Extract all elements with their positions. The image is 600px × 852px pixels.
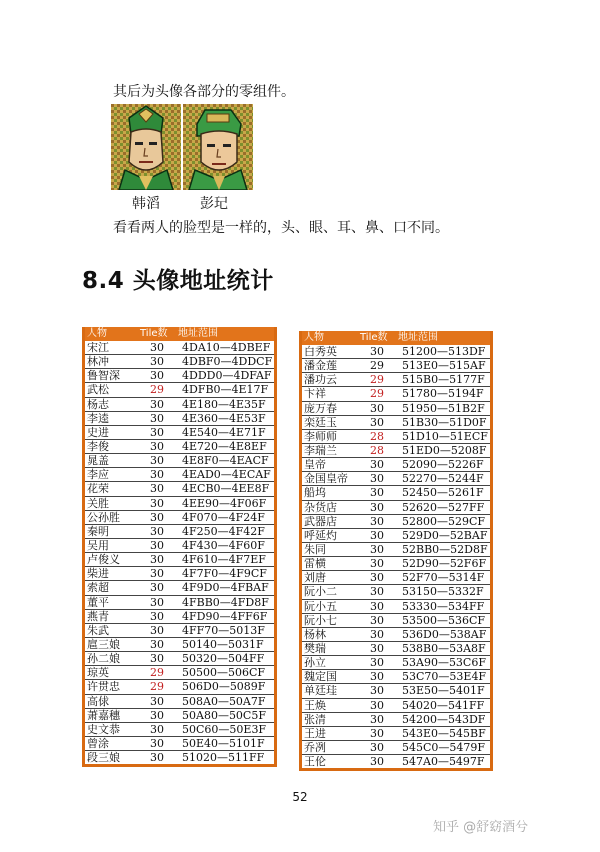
table-row xyxy=(84,538,276,552)
character-name: 李逵 xyxy=(84,411,139,425)
character-name: 船坞 xyxy=(301,486,359,500)
character-name: 杂货店 xyxy=(301,500,359,514)
table-row xyxy=(301,458,492,472)
tile-count: 30 xyxy=(138,708,176,722)
address-range: 51020—511FF xyxy=(176,751,276,766)
character-name: 孙立 xyxy=(301,656,359,670)
address-range: 4FBB0—4FD8F xyxy=(176,595,276,609)
character-name: 高俅 xyxy=(84,694,139,708)
tile-count: 30 xyxy=(138,581,176,595)
character-name: 李俊 xyxy=(84,439,139,453)
character-name: 孙二娘 xyxy=(84,652,139,666)
address-table-left xyxy=(82,327,277,767)
address-range: 52270—5244F xyxy=(396,472,492,486)
address-range: 52800—529CF xyxy=(396,514,492,528)
table-header-row xyxy=(301,331,492,345)
table-row xyxy=(84,567,276,581)
tile-count: 30 xyxy=(358,656,396,670)
character-name: 白秀英 xyxy=(301,345,359,359)
tile-count: 30 xyxy=(358,571,396,585)
tile-count: 30 xyxy=(358,641,396,655)
tile-count: 30 xyxy=(358,557,396,571)
address-range: 545C0—5479F xyxy=(396,740,492,754)
character-name: 段三娘 xyxy=(84,751,139,766)
tile-count: 30 xyxy=(138,609,176,623)
table-row xyxy=(84,496,276,510)
table-row xyxy=(84,510,276,524)
table-row xyxy=(301,443,492,457)
address-range: 513E0—515AF xyxy=(396,359,492,373)
address-range: 536D0—538AF xyxy=(396,627,492,641)
tile-count: 30 xyxy=(138,411,176,425)
character-name: 琼英 xyxy=(84,666,139,680)
tile-count: 30 xyxy=(138,567,176,581)
portrait-han-tao xyxy=(111,104,181,190)
table-row xyxy=(301,585,492,599)
character-name: 柴进 xyxy=(84,567,139,581)
table-row xyxy=(84,708,276,722)
table-row xyxy=(301,486,492,500)
character-name: 刘唐 xyxy=(301,571,359,585)
address-range: 50C60—50E3F xyxy=(176,722,276,736)
tile-count: 30 xyxy=(138,425,176,439)
table-row xyxy=(84,623,276,637)
table-row xyxy=(301,670,492,684)
table-row xyxy=(84,751,276,766)
tile-count: 30 xyxy=(358,726,396,740)
tile-count: 30 xyxy=(138,454,176,468)
address-range: 4E540—4E71F xyxy=(176,425,276,439)
address-range: 547A0—5497F xyxy=(396,755,492,770)
table-row xyxy=(84,439,276,453)
tile-count: 29 xyxy=(358,387,396,401)
table-row xyxy=(84,411,276,425)
tile-count: 30 xyxy=(358,472,396,486)
character-name: 雷横 xyxy=(301,557,359,571)
address-range: 53500—536CF xyxy=(396,613,492,627)
address-range: 4F610—4F7EF xyxy=(176,553,276,567)
tile-count: 30 xyxy=(138,623,176,637)
table-row xyxy=(301,599,492,613)
tile-count: 30 xyxy=(138,341,176,355)
table-row xyxy=(84,666,276,680)
table-row xyxy=(301,557,492,571)
address-range: 53C70—53E4F xyxy=(396,670,492,684)
tile-count: 30 xyxy=(138,637,176,651)
table-row xyxy=(301,528,492,542)
character-name: 杨林 xyxy=(301,627,359,641)
tile-count: 30 xyxy=(138,722,176,736)
address-range: 4DDD0—4DFAF xyxy=(176,369,276,383)
address-range: 53A90—53C6F xyxy=(396,656,492,670)
tile-count: 30 xyxy=(138,468,176,482)
character-name: 李应 xyxy=(84,468,139,482)
character-name: 魏定国 xyxy=(301,670,359,684)
tile-count: 30 xyxy=(358,599,396,613)
table-row xyxy=(84,553,276,567)
character-name: 武松 xyxy=(84,383,139,397)
character-name: 潘功云 xyxy=(301,373,359,387)
address-range: 4E8F0—4EACF xyxy=(176,454,276,468)
portrait-han-tao-image xyxy=(111,104,181,190)
table-row xyxy=(84,652,276,666)
table-row xyxy=(301,755,492,770)
character-name: 乔冽 xyxy=(301,740,359,754)
table-row xyxy=(84,736,276,750)
tile-count: 30 xyxy=(138,439,176,453)
address-range: 529D0—52BAF xyxy=(396,528,492,542)
character-name: 阮小七 xyxy=(301,613,359,627)
tile-count: 30 xyxy=(138,538,176,552)
character-name: 朱武 xyxy=(84,623,139,637)
character-name: 武器店 xyxy=(301,514,359,528)
table-row xyxy=(84,355,276,369)
table-row xyxy=(84,524,276,538)
character-name: 单廷珪 xyxy=(301,684,359,698)
table-row xyxy=(84,383,276,397)
table-row xyxy=(301,359,492,373)
table-row xyxy=(301,345,492,359)
tile-count: 30 xyxy=(138,694,176,708)
character-name: 曾涂 xyxy=(84,736,139,750)
tile-count: 30 xyxy=(358,514,396,528)
character-name: 燕青 xyxy=(84,609,139,623)
character-name: 鲁智深 xyxy=(84,369,139,383)
table-row xyxy=(301,429,492,443)
tile-count: 30 xyxy=(358,542,396,556)
address-range: 51ED0—5208F xyxy=(396,443,492,457)
character-name: 晁盖 xyxy=(84,454,139,468)
portrait-name-2: 彭玘 xyxy=(200,196,228,212)
address-range: 53E50—5401F xyxy=(396,684,492,698)
character-name: 董平 xyxy=(84,595,139,609)
tile-count: 30 xyxy=(138,369,176,383)
page-number: 52 xyxy=(292,790,308,804)
table-row xyxy=(84,722,276,736)
tile-count: 30 xyxy=(358,627,396,641)
character-name: 李师师 xyxy=(301,429,359,443)
character-name: 史文恭 xyxy=(84,722,139,736)
address-range: 543E0—545BF xyxy=(396,726,492,740)
table-row xyxy=(301,656,492,670)
address-range: 4F070—4F24F xyxy=(176,510,276,524)
table-row xyxy=(301,571,492,585)
table-row xyxy=(84,454,276,468)
table-row xyxy=(301,472,492,486)
address-range: 51950—51B2F xyxy=(396,401,492,415)
watermark: 知乎 @舒窈酒兮 xyxy=(433,820,529,835)
tile-count: 30 xyxy=(358,585,396,599)
address-range: 50500—506CF xyxy=(176,666,276,680)
address-range: 4E720—4E8EF xyxy=(176,439,276,453)
intro-text: 其后为头像各部分的零组件。 xyxy=(113,84,295,100)
character-name: 王焕 xyxy=(301,698,359,712)
table-row xyxy=(301,542,492,556)
tile-count: 29 xyxy=(138,383,176,397)
character-name: 扈三娘 xyxy=(84,637,139,651)
table-header-row xyxy=(84,327,276,341)
character-name: 皇帝 xyxy=(301,458,359,472)
address-range: 4DBF0—4DDCF xyxy=(176,355,276,369)
table-row xyxy=(84,425,276,439)
character-name: 金国皇帝 xyxy=(301,472,359,486)
tile-count: 30 xyxy=(358,500,396,514)
tile-count: 30 xyxy=(138,595,176,609)
tile-count: 30 xyxy=(138,652,176,666)
table-row xyxy=(301,712,492,726)
address-range: 51200—513DF xyxy=(396,345,492,359)
address-range: 52090—5226F xyxy=(396,458,492,472)
character-name: 阮小五 xyxy=(301,599,359,613)
address-range: 4DA10—4DBEF xyxy=(176,341,276,355)
address-range: 51D10—51ECF xyxy=(396,429,492,443)
table-row xyxy=(84,680,276,694)
character-name: 呼延灼 xyxy=(301,528,359,542)
table-row xyxy=(301,415,492,429)
tile-count: 30 xyxy=(358,755,396,770)
address-range: 52620—527FF xyxy=(396,500,492,514)
character-name: 花荣 xyxy=(84,482,139,496)
header-character: 人物 xyxy=(301,331,359,345)
address-range: 4F7F0—4F9CF xyxy=(176,567,276,581)
address-range: 4FD90—4FF6F xyxy=(176,609,276,623)
tile-count: 30 xyxy=(358,415,396,429)
header-address-range: 地址范围 xyxy=(396,331,492,345)
address-range: 54200—543DF xyxy=(396,712,492,726)
table-row xyxy=(84,595,276,609)
tile-count: 28 xyxy=(358,429,396,443)
tile-count: 30 xyxy=(138,736,176,750)
address-range: 4E180—4E35F xyxy=(176,397,276,411)
section-title: 8.4 头像地址统计 xyxy=(82,268,274,294)
address-range: 4EAD0—4ECAF xyxy=(176,468,276,482)
tile-count: 30 xyxy=(358,486,396,500)
tile-count: 30 xyxy=(138,496,176,510)
table-row xyxy=(301,387,492,401)
address-range: 4ECB0—4EE8F xyxy=(176,482,276,496)
address-range: 538B0—53A8F xyxy=(396,641,492,655)
header-character: 人物 xyxy=(84,327,139,341)
table-row xyxy=(301,500,492,514)
character-name: 林冲 xyxy=(84,355,139,369)
character-name: 栾廷玉 xyxy=(301,415,359,429)
table-row xyxy=(301,726,492,740)
tile-count: 30 xyxy=(138,751,176,766)
address-range: 50320—504FF xyxy=(176,652,276,666)
tile-count: 30 xyxy=(358,401,396,415)
tile-count: 29 xyxy=(138,666,176,680)
table-row xyxy=(301,514,492,528)
address-range: 4EE90—4F06F xyxy=(176,496,276,510)
address-range: 53150—5332F xyxy=(396,585,492,599)
comparison-text: 看看两人的脸型是一样的，头、眼、耳、鼻、口不同。 xyxy=(113,220,449,236)
tile-count: 29 xyxy=(138,680,176,694)
address-range: 4F250—4F42F xyxy=(176,524,276,538)
address-range: 4F430—4F60F xyxy=(176,538,276,552)
character-name: 朱同 xyxy=(301,542,359,556)
table-row xyxy=(301,627,492,641)
table-row xyxy=(301,613,492,627)
character-name: 索超 xyxy=(84,581,139,595)
address-range: 4DFB0—4E17F xyxy=(176,383,276,397)
character-name: 杨志 xyxy=(84,397,139,411)
character-name: 公孙胜 xyxy=(84,510,139,524)
table-row xyxy=(301,401,492,415)
address-table-left-body xyxy=(84,341,276,766)
tile-count: 30 xyxy=(138,524,176,538)
character-name: 宋江 xyxy=(84,341,139,355)
portrait-peng-qi-image xyxy=(183,104,253,190)
character-name: 张清 xyxy=(301,712,359,726)
address-range: 52450—5261F xyxy=(396,486,492,500)
address-range: 54020—541FF xyxy=(396,698,492,712)
portrait-peng-qi xyxy=(183,104,253,190)
header-tile-count: Tile数 xyxy=(358,331,396,345)
address-range: 52F70—5314F xyxy=(396,571,492,585)
character-name: 庞万春 xyxy=(301,401,359,415)
character-name: 王伦 xyxy=(301,755,359,770)
address-range: 4E360—4E53F xyxy=(176,411,276,425)
address-range: 50E40—5101F xyxy=(176,736,276,750)
table-row xyxy=(84,637,276,651)
tile-count: 30 xyxy=(138,482,176,496)
tile-count: 30 xyxy=(358,740,396,754)
address-table-right-body xyxy=(301,345,492,770)
address-range: 50A80—50C5F xyxy=(176,708,276,722)
address-table-right xyxy=(299,331,493,771)
character-name: 樊瑞 xyxy=(301,641,359,655)
tile-count: 30 xyxy=(138,355,176,369)
table-row xyxy=(84,482,276,496)
table-row xyxy=(84,694,276,708)
tile-count: 30 xyxy=(358,458,396,472)
tile-count: 30 xyxy=(358,684,396,698)
table-row xyxy=(301,641,492,655)
table-row xyxy=(301,684,492,698)
tile-count: 30 xyxy=(358,670,396,684)
address-range: 515B0—5177F xyxy=(396,373,492,387)
address-range: 51780—5194F xyxy=(396,387,492,401)
character-name: 许贯忠 xyxy=(84,680,139,694)
character-name: 卞祥 xyxy=(301,387,359,401)
table-row xyxy=(301,373,492,387)
character-name: 史进 xyxy=(84,425,139,439)
character-name: 萧嘉穗 xyxy=(84,708,139,722)
address-range: 51B30—51D0F xyxy=(396,415,492,429)
character-name: 关胜 xyxy=(84,496,139,510)
tile-count: 29 xyxy=(358,359,396,373)
character-name: 吴用 xyxy=(84,538,139,552)
tile-count: 30 xyxy=(358,528,396,542)
character-name: 李瑞兰 xyxy=(301,443,359,457)
character-name: 王进 xyxy=(301,726,359,740)
address-range: 50140—5031F xyxy=(176,637,276,651)
address-range: 506D0—5089F xyxy=(176,680,276,694)
table-row xyxy=(84,581,276,595)
table-row xyxy=(84,609,276,623)
character-name: 阮小二 xyxy=(301,585,359,599)
address-range: 52BB0—52D8F xyxy=(396,542,492,556)
tile-count: 29 xyxy=(358,373,396,387)
tile-count: 30 xyxy=(358,345,396,359)
table-row xyxy=(84,341,276,355)
portrait-row xyxy=(111,104,253,190)
tile-count: 28 xyxy=(358,443,396,457)
table-row xyxy=(84,397,276,411)
character-name: 潘金莲 xyxy=(301,359,359,373)
character-name: 秦明 xyxy=(84,524,139,538)
table-row xyxy=(301,740,492,754)
tile-count: 30 xyxy=(358,613,396,627)
table-row xyxy=(301,698,492,712)
address-range: 508A0—50A7F xyxy=(176,694,276,708)
tile-count: 30 xyxy=(138,553,176,567)
portrait-name-1: 韩滔 xyxy=(132,196,160,212)
tile-count: 30 xyxy=(138,397,176,411)
address-range: 53330—534FF xyxy=(396,599,492,613)
table-row xyxy=(84,468,276,482)
character-name: 卢俊义 xyxy=(84,553,139,567)
address-range: 52D90—52F6F xyxy=(396,557,492,571)
tile-count: 30 xyxy=(138,510,176,524)
table-row xyxy=(84,369,276,383)
header-address-range: 地址范围 xyxy=(176,327,276,341)
address-range: 4FF70—5013F xyxy=(176,623,276,637)
tile-count: 30 xyxy=(358,712,396,726)
address-range: 4F9D0—4FBAF xyxy=(176,581,276,595)
tile-count: 30 xyxy=(358,698,396,712)
header-tile-count: Tile数 xyxy=(138,327,176,341)
